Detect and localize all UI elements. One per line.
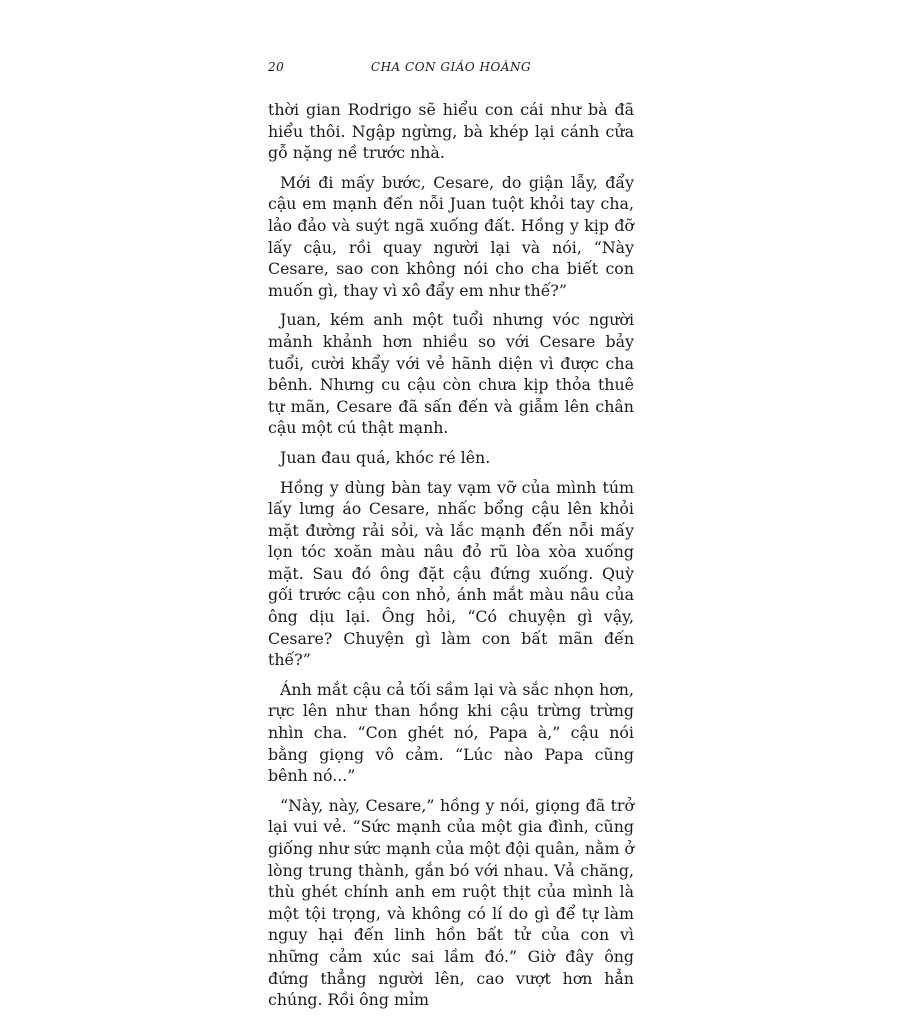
paragraph: Juan, kém anh một tuổi nhưng vóc người mảnh khảnh hơn nhiều so với Cesare bảy tuổi, cười khẩy với vẻ hãnh diện vì được cha bênh. Nhưng cu cậu còn chưa kịp thỏa thuê tự mãn, Cesare đã sấn đến và giẫm lên chân cậu một cú thật mạnh. xyxy=(268,310,634,438)
paragraph: “Này, này, Cesare,” hồng y nói, giọng đã trở lại vui vẻ. “Sức mạnh của một gia đình, cũng giống như sức mạnh của một đội quân, nằm ở lòng trung thành, gắn bó với nhau. Vả chăng, thù ghét chính anh em ruột thịt của mình là một tội trọng, và không có lí do gì để tự làm nguy hại đến linh hồn bất tử của con vì những cảm xúc sai lầm đó.” Giờ đây ông đứng thẳng người lên, cao vượt hơn hẳn chúng. Rồi ông mỉm xyxy=(268,795,634,1010)
paragraph: thời gian Rodrigo sẽ hiểu con cái như bà đã hiểu thôi. Ngập ngừng, bà khép lại cánh cửa gỗ nặng nề trước nhà. xyxy=(268,100,634,163)
page-number: 20 xyxy=(268,60,285,74)
paragraph: Juan đau quá, khóc ré lên. xyxy=(280,447,491,467)
paragraph: Ánh mắt cậu cả tối sầm lại và sắc nhọn hơn, rực lên như than hồng khi cậu trừng trừng nhìn cha. “Con ghét nó, Papa à,” cậu nói bằng giọng vô cảm. “Lúc nào Papa cũng bênh nó...” xyxy=(268,679,634,786)
book-page xyxy=(268,60,634,1019)
running-title: CHA CON GIÁO HOÀNG xyxy=(370,60,532,74)
paragraph: Mới đi mấy bước, Cesare, do giận lẫy, đẩy cậu em mạnh đến nỗi Juan tuột khỏi tay cha, lảo đảo và suýt ngã xuống đất. Hồng y kịp đỡ lấy cậu, rồi quay người lại và nói, “Này Cesare, sao con không nói cho cha biết con muốn gì, thay vì xô đẩy em như thế?” xyxy=(268,172,634,300)
paragraph: Hồng y dùng bàn tay vạm vỡ của mình túm lấy lưng áo Cesare, nhấc bổng cậu lên khỏi mặt đường rải sỏi, và lắc mạnh đến nỗi mấy lọn tóc xoăn màu nâu đỏ rũ lòa xòa xuống mặt. Sau đó ông đặt cậu đứng xuống. Quỳ gối trước cậu con nhỏ, ánh mắt màu nâu của ông dịu lại. Ông hỏi, “Có chuyện gì vậy, Cesare? Chuyện gì làm con bất mãn đến thế?” xyxy=(268,477,634,670)
body-text xyxy=(268,99,634,1011)
page-header xyxy=(268,60,634,84)
